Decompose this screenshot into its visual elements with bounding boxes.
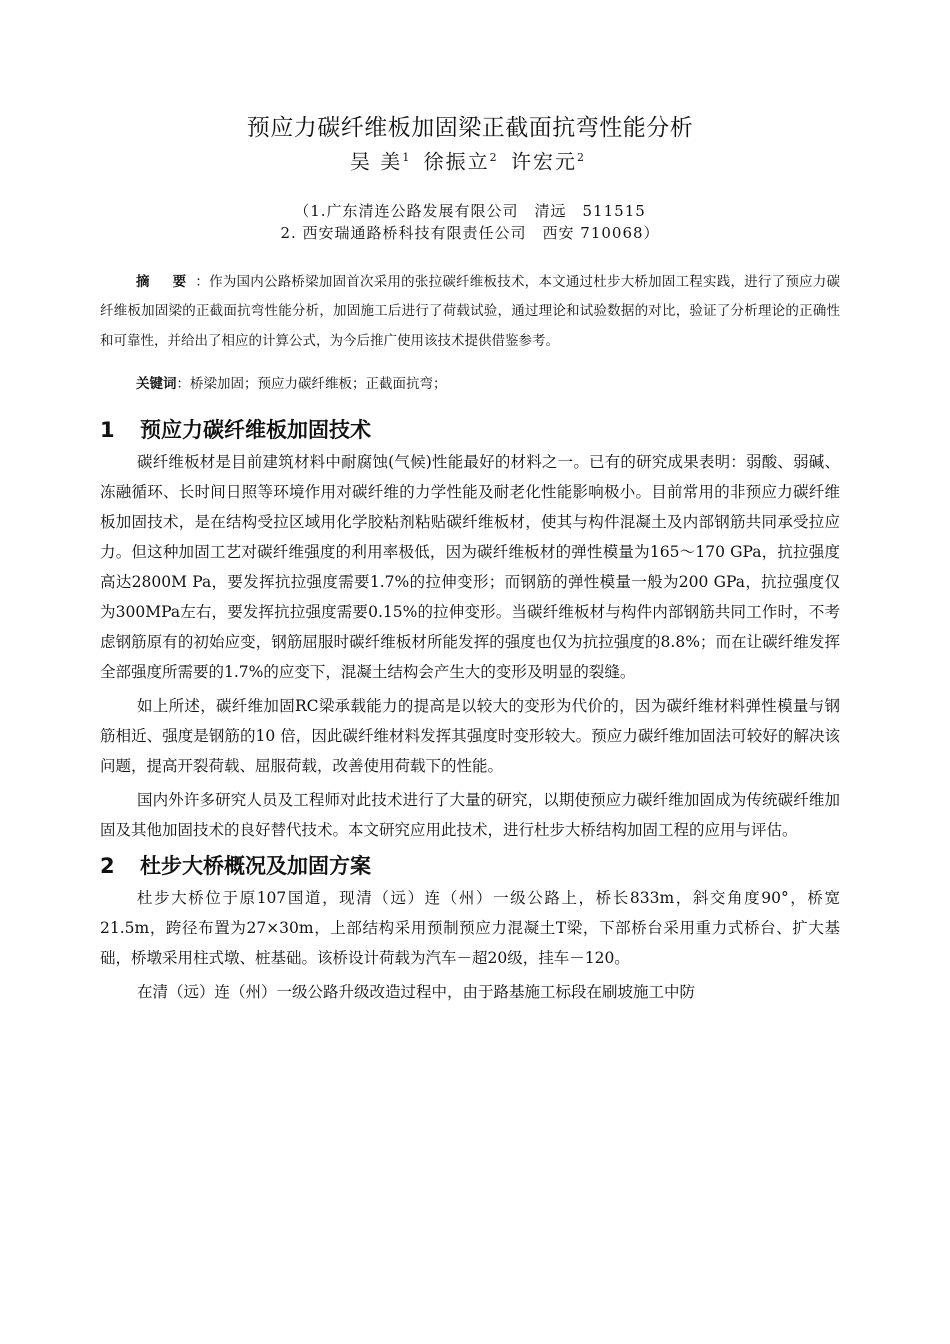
paper-title: 预应力碳纤维板加固梁正截面抗弯性能分析 — [246, 115, 694, 141]
body-paragraph: 碳纤维板材是目前建筑材料中耐腐蚀(气候)性能最好的材料之一。已有的研究成果表明：弱酸、弱碱、冻融循环、长时间日照等环境作用对碳纤维的力学性能及耐老化性能影响极小。目前常用的非预应力碳纤维板加固技术，是在结构受拉区域用化学胶粘剂粘贴碳纤维板材，使其与构件混凝土及内部钢筋共同承受拉应力。但这种加固工艺对碳纤维强度的利用率极低，因为碳纤维板材的弹性模量为165～170 GPa，抗拉强度高达2800M Pa，要发挥抗拉强度需要1.7%的拉伸变形；而钢筋的弹性模量一般为200 GPa，抗拉强度仅为300MPa左右，要发挥抗拉强度需要0.15%的拉伸变形。当碳纤维板材与构件内部钢筋共同工作时，不考虑钢筋原有的初始应变，钢筋屈服时碳纤维板材所能发挥的强度也仅为抗拉强度的8.8%；而在让碳纤维发挥全部强度所需要的1.7%的应变下，混凝土结构会产生大的变形及明显的裂缝。 — [100, 452, 840, 681]
author-name: 许宏元 — [511, 149, 578, 174]
affiliation-line: 2. 西安瑞通路桥科技有限责任公司 西安 710068） — [280, 223, 660, 242]
author-affiliation-marker: 2 — [577, 151, 587, 164]
affiliations — [100, 200, 840, 244]
body-paragraph: 国内外许多研究人员及工程师对此技术进行了大量的研究，以期使预应力碳纤维加固成为传统碳纤维加固及其他加固技术的良好替代技术。本文研究应用此技术，进行杜步大桥结构加固工程的应用与评估。 — [100, 790, 840, 839]
section-title: 预应力碳纤维板加固技术 — [140, 417, 371, 442]
abstract — [100, 268, 840, 357]
author-affiliation-marker: 1 — [402, 151, 412, 164]
section-title: 杜步大桥概况及加固方案 — [140, 853, 371, 878]
abstract-label: 摘 要 — [136, 273, 196, 290]
section-number: 2 — [100, 853, 115, 878]
author-affiliation-marker: 2 — [489, 151, 499, 164]
body-paragraph: 杜步大桥位于原107国道，现清（远）连（州）一级公路上，桥长833m，斜交角度90°，桥宽21.5m，跨径布置为27×30m，上部结构采用预制预应力混凝土T梁，下部桥台采用重力式桥台、扩大基础，桥墩采用柱式墩、桩基础。该桥设计荷载为汽车－超20级，挂车－120。 — [100, 888, 840, 967]
paper-page — [100, 112, 840, 1011]
section-heading — [100, 413, 840, 447]
section-heading — [100, 849, 840, 883]
body-paragraph: 在清（远）连（州）一级公路升级改造过程中，由于路基施工标段在刷坡施工中防 — [137, 982, 696, 1001]
keywords-text: ：桥梁加固；预应力碳纤维板；正截面抗弯； — [176, 375, 447, 392]
body-paragraph: 如上所述，碳纤维加固RC梁承载能力的提高是以较大的变形为代价的，因为碳纤维材料弹性模量与钢筋相近、强度是钢筋的10 倍，因此碳纤维材料发挥其强度时变形较大。预应力碳纤维加固法可较好的解决该问题，提高开裂荷载、屈服荷载，改善使用荷载下的性能。 — [100, 696, 840, 775]
keywords — [100, 370, 840, 400]
keywords-label: 关键词 — [136, 375, 177, 392]
author-name: 徐振立 — [423, 149, 490, 174]
abstract-text: ：作为国内公路桥梁加固首次采用的张拉碳纤维板技术，本文通过杜步大桥加固工程实践，进行了预应力碳纤维板加固梁的正截面抗弯性能分析，加固施工后进行了荷载试验，通过理论和试验数据的对比，验证了分析理论的正确性和可靠性，并给出了相应的计算公式，为今后推广使用该技术提供借鉴参考。 — [100, 273, 841, 349]
affiliation-line: （1.广东清连公路发展有限公司 清远 511515 — [294, 201, 646, 220]
section-number: 1 — [100, 417, 115, 442]
author-name: 吴 美 — [349, 149, 403, 174]
author-list — [100, 144, 840, 176]
